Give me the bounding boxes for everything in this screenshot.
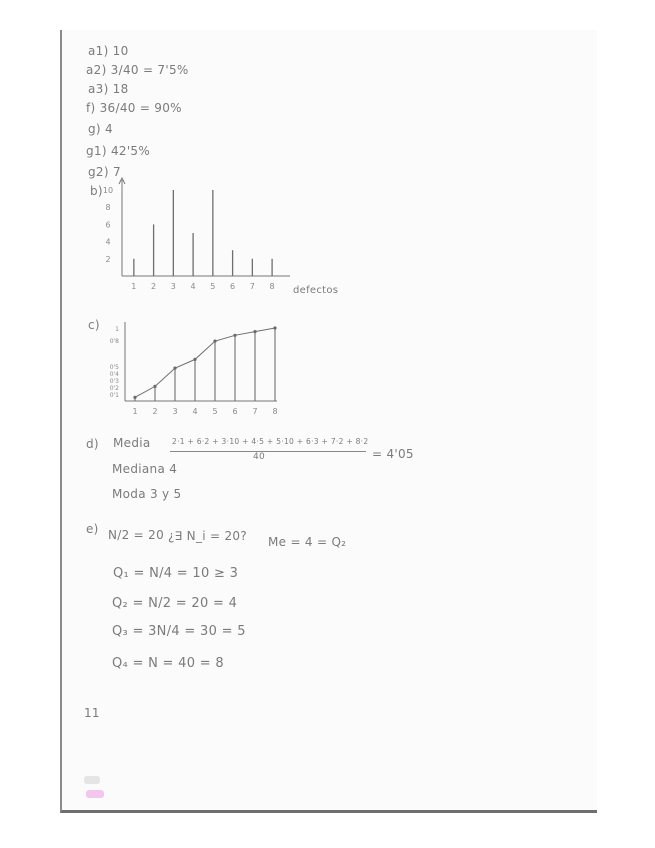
answer-a2: a2) 3/40 = 7'5%	[86, 63, 189, 77]
chart-c-x-tick-8: 8	[272, 407, 278, 416]
chart-b-x-tick-8: 8	[269, 282, 275, 291]
part-b-label: b)	[90, 184, 103, 198]
chart-c-x-tick-1: 1	[132, 407, 138, 416]
gray-sticky-tab	[84, 776, 100, 784]
media-denominator: 40	[253, 452, 266, 462]
existence-question: ¿∃ N_i = 20?	[168, 529, 247, 543]
q4-equation: Q₄ = N = 40 = 8	[112, 656, 224, 671]
page-number: 11	[84, 706, 100, 720]
answer-f: f) 36/40 = 90%	[86, 101, 182, 115]
chart-b-y-tick-4: 4	[105, 237, 111, 247]
chart-b-xlabel: defectos	[293, 285, 339, 296]
q3-equation: Q₃ = 3N/4 = 30 = 5	[112, 624, 246, 639]
pink-sticky-tab	[86, 790, 104, 798]
part-e-label: e)	[86, 522, 99, 536]
part-c-label: c)	[88, 318, 100, 332]
chart-c-y-tick-2: 0'5	[109, 364, 119, 371]
q2-equation: Q₂ = N/2 = 20 = 4	[112, 596, 238, 611]
me-equation: Me = 4 = Q₂	[268, 535, 347, 549]
answer-a1: a1) 10	[88, 44, 129, 58]
chart-b-y-tick-10: 10	[102, 186, 114, 195]
mediana: Mediana 4	[112, 462, 178, 476]
answer-g: g) 4	[88, 122, 113, 136]
chart-c-x-tick-2: 2	[152, 407, 158, 416]
chart-c-x-tick-4: 4	[192, 407, 198, 416]
chart-c-x-tick-3: 3	[172, 407, 178, 416]
chart-c-y-tick-4: 0'3	[109, 378, 119, 385]
chart-c-y-tick-1: 0'8	[109, 338, 119, 345]
chart-b-x-tick-3: 3	[170, 282, 176, 291]
chart-b-x-tick-6: 6	[230, 282, 236, 291]
chart-c-x-tick-7: 7	[252, 407, 258, 416]
chart-b-y-tick-8: 8	[105, 203, 111, 213]
chart-c-y-tick-5: 0'2	[109, 385, 119, 392]
media-fraction-bar	[170, 451, 366, 452]
chart-b-y-tick-6: 6	[105, 220, 111, 230]
chart-b-y-tick-2: 2	[105, 254, 111, 264]
chart-b-x-tick-2: 2	[151, 282, 157, 291]
answer-g2: g2) 7	[88, 165, 121, 179]
chart-c-y-tick-6: 0'1	[109, 392, 119, 399]
chart-b-x-tick-7: 7	[249, 282, 255, 291]
media-result: = 4'05	[372, 447, 414, 461]
chart-b-x-tick-4: 4	[190, 282, 196, 291]
moda: Moda 3 y 5	[112, 487, 182, 501]
chart-c-y-tick-0: 1	[115, 326, 119, 333]
media-label: Media	[113, 436, 151, 450]
q1-equation: Q₁ = N/4 = 10 ≥ 3	[113, 566, 239, 581]
chart-b-x-tick-1: 1	[131, 282, 137, 291]
chart-b-x-tick-5: 5	[210, 282, 216, 291]
chart-c-x-tick-5: 5	[212, 407, 218, 416]
chart-c-x-tick-6: 6	[232, 407, 238, 416]
chart-c-y-tick-3: 0'4	[109, 371, 119, 378]
n-half: N/2 = 20	[108, 528, 165, 542]
media-numerator: 2·1 + 6·2 + 3·10 + 4·5 + 5·10 + 6·3 + 7·2 + 8·2	[172, 437, 369, 446]
part-d-label: d)	[86, 437, 99, 451]
answer-g1: g1) 42'5%	[86, 144, 151, 158]
answer-a3: a3) 18	[88, 82, 129, 96]
